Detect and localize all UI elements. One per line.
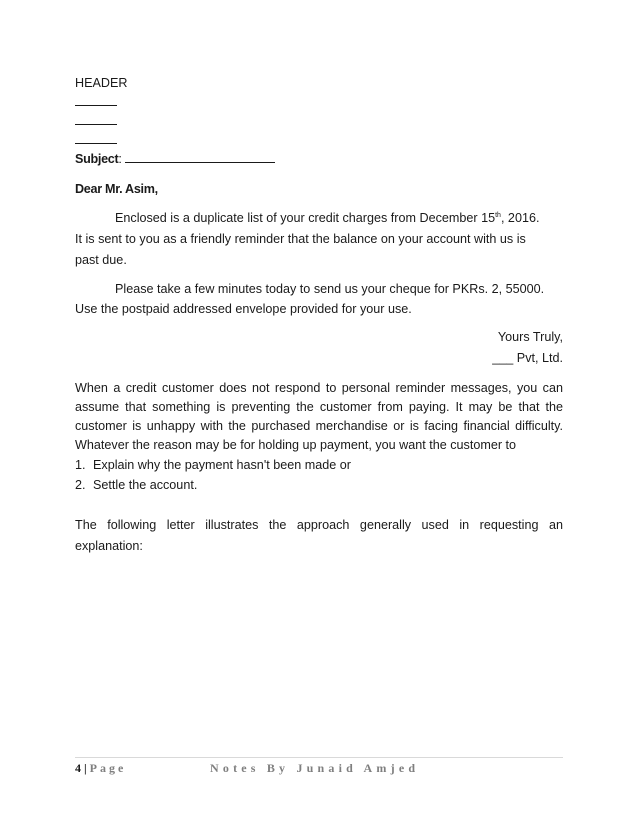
address-blank-2 [75,111,117,125]
address-blank-1 [75,92,117,106]
ordinal-suffix: th [495,211,501,219]
paragraph-1-line-2: It is sent to you as a friendly reminder that the balance on your account with us is [75,232,526,246]
address-line-1 [75,92,563,111]
list-item [75,455,563,475]
following-letter-intro: The following letter illustrates the approach generally used in requesting an explanation: [75,518,563,553]
subject-blank [125,149,275,163]
sample-letter [75,74,563,557]
paragraph-1-text-a: Enclosed is a duplicate list of your credit charges from December 15 [115,211,496,225]
footer-divider [75,757,563,758]
steps-list [75,455,563,495]
subject-label: Subject [75,152,119,166]
list-item [75,475,563,495]
header-label: HEADER [75,76,128,90]
closing-company [75,348,563,369]
address-line-2 [75,111,563,130]
letter-closing [75,327,563,369]
list-item-text: Settle the account. [93,478,198,492]
page-footer [75,760,563,776]
address-line-3 [75,130,563,149]
paragraph-2-line-2: Use the postpaid addressed envelope provided for your use. [75,302,412,316]
closing-salutation: Yours Truly, [497,330,563,344]
company-suffix: Pvt, Ltd. [513,351,563,365]
list-item-number: 2. [75,478,86,492]
page-number: 4 [75,761,81,775]
page-separator: | [81,761,90,775]
paragraph-2-text: Please take a few minutes today to send us your cheque for PKRs. 2, 55000. [115,282,545,296]
list-item-text: Explain why the payment hasn't been made or [93,458,351,472]
address-blank-3 [75,130,117,144]
paragraph-2-line-1 [75,279,563,299]
footer-credit: Notes By Junaid Amjed [210,761,420,775]
explanation-paragraph: When a credit customer does not respond to personal reminder messages, you can assume that something is preventing the customer from paying. It may be that the customer is unhappy with the purchased merchandise or is facing financial difficulty. Whatever the reason may be for holding up payment, you want the customer to [75,381,563,452]
subject-colon: : [118,152,122,166]
company-blank: ___ [492,351,514,365]
list-item-number: 1. [75,458,86,472]
page-word: Page [89,761,127,775]
subject-line [75,149,563,168]
paragraph-1-text-b: , 2016. [500,211,540,225]
letter-paragraph-1 [75,208,563,271]
salutation: Dear Mr. Asim, [75,182,158,196]
letter-paragraph-2 [75,279,563,319]
paragraph-1-line-3: past due. [75,253,127,267]
paragraph-1-line-1 [75,208,563,229]
